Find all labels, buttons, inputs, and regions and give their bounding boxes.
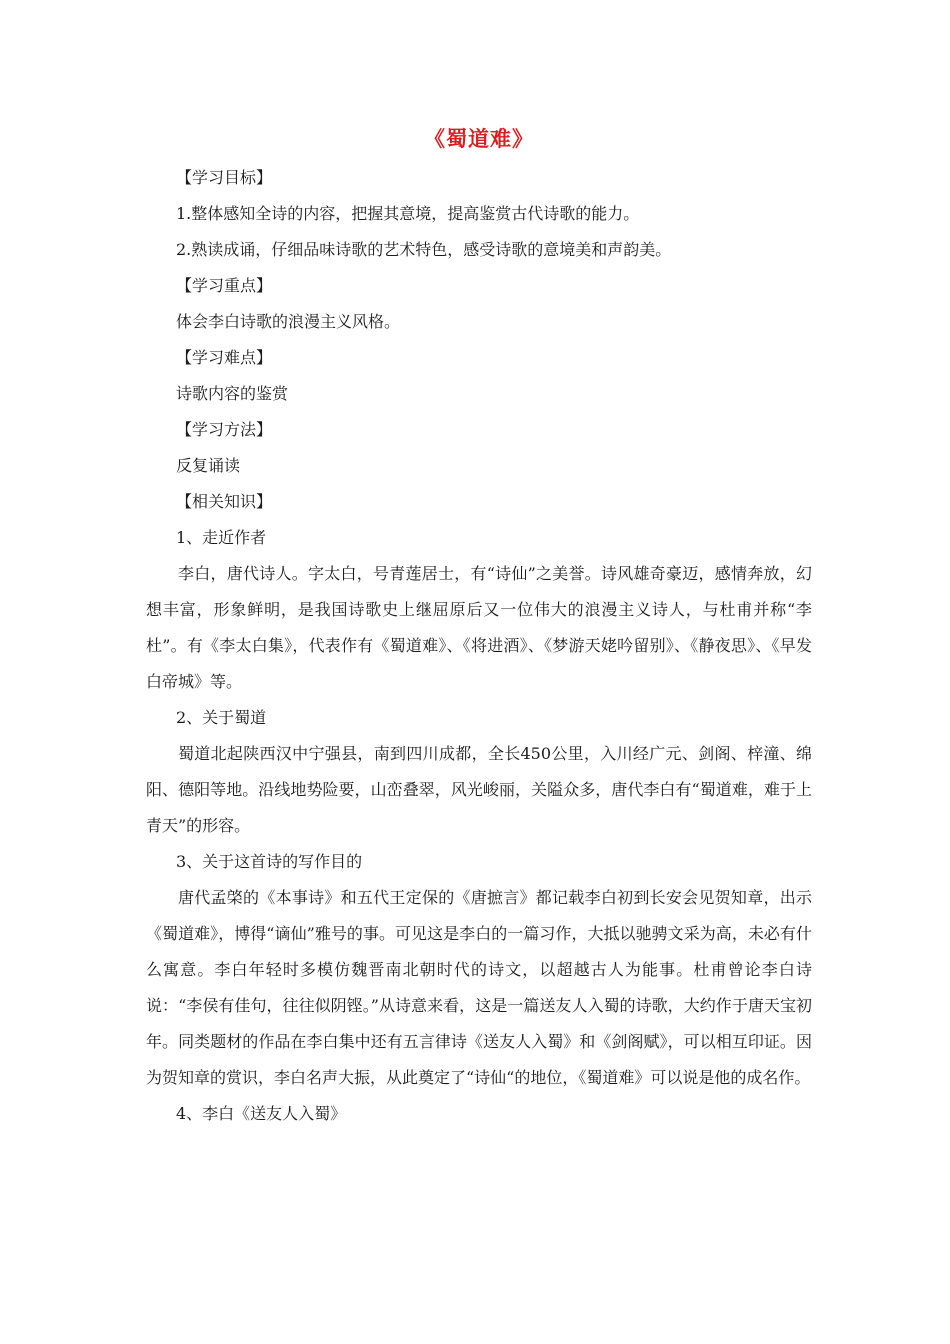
method-text: 反复诵读: [176, 456, 241, 475]
difficulty-heading: 【学习难点】: [176, 348, 273, 367]
difficulty-text: 诗歌内容的鉴赏: [176, 384, 289, 403]
method-heading: 【学习方法】: [176, 420, 273, 439]
section-3-text: 唐代孟棨的《本事诗》和五代王定保的《唐摭言》都记载李白初到长安会见贺知章，出示《蜀道难》，博得“谪仙”雅号的事。可见这是李白的一篇习作，大抵以驰骋文采为高，未必有什么寓意。李白年轻时多模仿魏晋南北朝时代的诗文，以超越古人为能事。杜甫曾论李白诗说：“李侯有佳句，往往似阴铿。”从诗意来看，这是一篇送友人入蜀的诗歌，大约作于唐天宝初年。同类题材的作品在李白集中还有五言律诗《送友人入蜀》和《剑阁赋》，可以相互印证。因为贺知章的赏识，李白名声大振，从此奠定了“诗仙“的地位，《蜀道难》可以说是他的成名作。: [146, 888, 812, 1087]
section-1-heading: 1、走近作者: [176, 528, 267, 547]
section-1-text: 李白，唐代诗人。字太白，号青莲居士，有“诗仙”之美誉。诗风雄奇豪迈，感情奔放，幻想丰富，形象鲜明，是我国诗歌史上继屈原后又一位伟大的浪漫主义诗人，与杜甫并称“李杜”。有《李太白集》，代表作有《蜀道难》、《将进酒》、《梦游天姥吟留别》、《静夜思》、《早发白帝城》等。: [146, 564, 812, 691]
focus-heading: 【学习重点】: [176, 276, 273, 295]
goal-1: 1.整体感知全诗的内容，把握其意境，提高鉴赏古代诗歌的能力。: [176, 204, 640, 223]
section-4-heading: 4、李白《送友人入蜀》: [176, 1104, 347, 1123]
knowledge-heading: 【相关知识】: [176, 492, 273, 511]
focus-text: 体会李白诗歌的浪漫主义风格。: [176, 312, 401, 331]
doc-title: 《蜀道难》: [424, 126, 534, 151]
goals-heading: 【学习目标】: [176, 168, 273, 187]
section-2-text: 蜀道北起陕西汉中宁强县，南到四川成都，全长450公里，入川经广元、剑阁、梓潼、绵阳、德阳等地。沿线地势险要，山峦叠翠，风光峻丽，关隘众多，唐代李白有“蜀道难，难于上青天”的形容。: [146, 744, 812, 835]
section-3-heading: 3、关于这首诗的写作目的: [176, 852, 363, 871]
goal-2: 2.熟读成诵，仔细品味诗歌的艺术特色，感受诗歌的意境美和声韵美。: [176, 240, 672, 259]
section-2-heading: 2、关于蜀道: [176, 708, 267, 727]
